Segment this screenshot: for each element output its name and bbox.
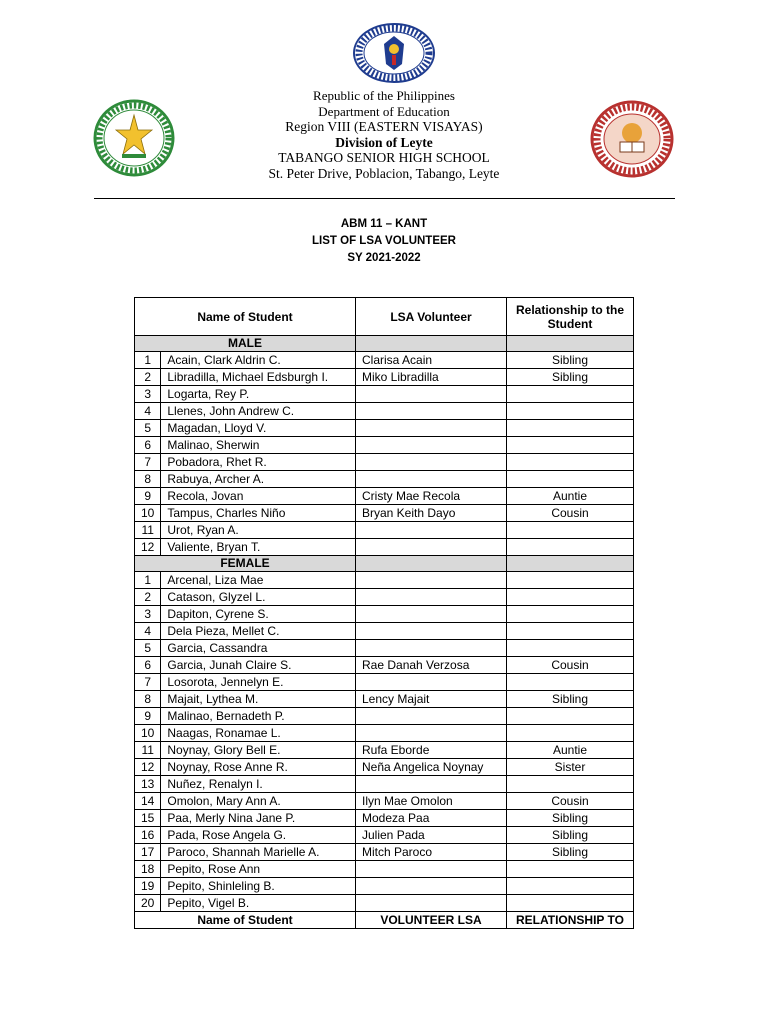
relationship bbox=[507, 623, 634, 640]
student-name: Dapiton, Cyrene S. bbox=[161, 606, 356, 623]
student-name: Paa, Merly Nina Jane P. bbox=[161, 810, 356, 827]
relationship: Sibling bbox=[507, 844, 634, 861]
student-name: Catason, Glyzel L. bbox=[161, 589, 356, 606]
row-number: 4 bbox=[135, 623, 161, 640]
table-row bbox=[135, 708, 634, 725]
volunteer-name bbox=[356, 623, 507, 640]
relationship: Sibling bbox=[507, 810, 634, 827]
volunteer-name bbox=[356, 674, 507, 691]
student-name: Pobadora, Rhet R. bbox=[161, 454, 356, 471]
volunteer-name bbox=[356, 776, 507, 793]
volunteer-name bbox=[356, 471, 507, 488]
row-number: 10 bbox=[135, 725, 161, 742]
relationship bbox=[507, 386, 634, 403]
table-row bbox=[135, 572, 634, 589]
header-divider bbox=[94, 198, 675, 199]
letterhead-region: Region VIII (EASTERN VISAYAS) bbox=[285, 119, 483, 134]
row-number: 3 bbox=[135, 606, 161, 623]
row-number: 1 bbox=[135, 572, 161, 589]
row-number: 13 bbox=[135, 776, 161, 793]
volunteer-name: Miko Libradilla bbox=[356, 369, 507, 386]
student-name: Urot, Ryan A. bbox=[161, 522, 356, 539]
volunteer-name: Lency Majait bbox=[356, 691, 507, 708]
header-relationship: Relationship to the Student bbox=[507, 298, 634, 336]
student-name: Dela Pieza, Mellet C. bbox=[161, 623, 356, 640]
student-name: Garcia, Junah Claire S. bbox=[161, 657, 356, 674]
table-row bbox=[135, 691, 634, 708]
letterhead-division: Division of Leyte bbox=[335, 134, 433, 150]
footer-name: Name of Student bbox=[135, 912, 356, 929]
row-number: 12 bbox=[135, 759, 161, 776]
row-number: 5 bbox=[135, 640, 161, 657]
title-school-year: SY 2021-2022 bbox=[347, 252, 421, 264]
student-name: Arcenal, Liza Mae bbox=[161, 572, 356, 589]
table-row bbox=[135, 759, 634, 776]
table-row bbox=[135, 589, 634, 606]
table-row bbox=[135, 386, 634, 403]
row-number: 9 bbox=[135, 708, 161, 725]
table-row bbox=[135, 454, 634, 471]
volunteer-name bbox=[356, 708, 507, 725]
relationship bbox=[507, 725, 634, 742]
table-row bbox=[135, 895, 634, 912]
row-number: 11 bbox=[135, 522, 161, 539]
letterhead-department: Department of Education bbox=[318, 103, 450, 119]
table-row bbox=[135, 403, 634, 420]
row-number: 16 bbox=[135, 827, 161, 844]
female-group-row bbox=[135, 556, 634, 572]
relationship bbox=[507, 454, 634, 471]
table-row bbox=[135, 488, 634, 505]
student-name: Logarta, Rey P. bbox=[161, 386, 356, 403]
volunteer-name: Clarisa Acain bbox=[356, 352, 507, 369]
table-row bbox=[135, 352, 634, 369]
letterhead bbox=[0, 88, 768, 181]
row-number: 6 bbox=[135, 437, 161, 454]
volunteer-name: Bryan Keith Dayo bbox=[356, 505, 507, 522]
letterhead-address: St. Peter Drive, Poblacion, Tabango, Leyte bbox=[268, 165, 500, 181]
row-number: 15 bbox=[135, 810, 161, 827]
relationship bbox=[507, 776, 634, 793]
student-name: Malinao, Bernadeth P. bbox=[161, 708, 356, 725]
volunteer-name bbox=[356, 572, 507, 589]
table-row bbox=[135, 539, 634, 556]
student-name: Acain, Clark Aldrin C. bbox=[161, 352, 356, 369]
student-name: Libradilla, Michael Edsburgh I. bbox=[161, 369, 356, 386]
row-number: 10 bbox=[135, 505, 161, 522]
deped-seal-icon bbox=[352, 22, 436, 84]
table-row bbox=[135, 878, 634, 895]
row-number: 20 bbox=[135, 895, 161, 912]
relationship: Sibling bbox=[507, 369, 634, 386]
footer-volunteer: VOLUNTEER LSA bbox=[356, 912, 507, 929]
volunteer-name bbox=[356, 640, 507, 657]
female-group-label: FEMALE bbox=[135, 556, 356, 572]
student-name: Tampus, Charles Niño bbox=[161, 505, 356, 522]
title-section: ABM 11 – KANT bbox=[340, 218, 428, 230]
volunteer-name bbox=[356, 386, 507, 403]
row-number: 7 bbox=[135, 674, 161, 691]
table-row bbox=[135, 471, 634, 488]
row-number: 6 bbox=[135, 657, 161, 674]
relationship: Sibling bbox=[507, 352, 634, 369]
table-row bbox=[135, 742, 634, 759]
volunteer-name bbox=[356, 725, 507, 742]
relationship bbox=[507, 708, 634, 725]
row-number: 7 bbox=[135, 454, 161, 471]
volunteer-name bbox=[356, 454, 507, 471]
male-group-label: MALE bbox=[135, 336, 356, 352]
group-blank-cell bbox=[507, 336, 634, 352]
student-name: Recola, Jovan bbox=[161, 488, 356, 505]
row-number: 1 bbox=[135, 352, 161, 369]
row-number: 17 bbox=[135, 844, 161, 861]
table-header-row bbox=[135, 298, 634, 336]
student-name: Nuñez, Renalyn I. bbox=[161, 776, 356, 793]
relationship bbox=[507, 674, 634, 691]
relationship: Cousin bbox=[507, 657, 634, 674]
relationship: Auntie bbox=[507, 742, 634, 759]
table-body bbox=[135, 336, 634, 929]
table-row bbox=[135, 505, 634, 522]
student-name: Losorota, Jennelyn E. bbox=[161, 674, 356, 691]
relationship bbox=[507, 895, 634, 912]
group-blank-cell bbox=[356, 336, 507, 352]
row-number: 9 bbox=[135, 488, 161, 505]
student-name: Rabuya, Archer A. bbox=[161, 471, 356, 488]
row-number: 2 bbox=[135, 589, 161, 606]
volunteer-name: Ilyn Mae Omolon bbox=[356, 793, 507, 810]
table-row bbox=[135, 861, 634, 878]
relationship bbox=[507, 589, 634, 606]
table-row bbox=[135, 369, 634, 386]
relationship: Sibling bbox=[507, 691, 634, 708]
volunteer-name bbox=[356, 895, 507, 912]
row-number: 3 bbox=[135, 386, 161, 403]
volunteer-name: Neña Angelica Noynay bbox=[356, 759, 507, 776]
male-group-row bbox=[135, 336, 634, 352]
table-row bbox=[135, 623, 634, 640]
student-name: Valiente, Bryan T. bbox=[161, 539, 356, 556]
table-row bbox=[135, 844, 634, 861]
relationship bbox=[507, 572, 634, 589]
row-number: 14 bbox=[135, 793, 161, 810]
volunteer-name: Mitch Paroco bbox=[356, 844, 507, 861]
table-row bbox=[135, 437, 634, 454]
table-row bbox=[135, 420, 634, 437]
relationship bbox=[507, 437, 634, 454]
relationship bbox=[507, 403, 634, 420]
volunteer-name bbox=[356, 437, 507, 454]
row-number: 4 bbox=[135, 403, 161, 420]
row-number: 19 bbox=[135, 878, 161, 895]
group-blank-cell bbox=[356, 556, 507, 572]
table-row bbox=[135, 674, 634, 691]
student-name: Pepito, Rose Ann bbox=[161, 861, 356, 878]
relationship bbox=[507, 606, 634, 623]
table-footer-row bbox=[135, 912, 634, 929]
row-number: 18 bbox=[135, 861, 161, 878]
table-row bbox=[135, 640, 634, 657]
relationship bbox=[507, 522, 634, 539]
table-row bbox=[135, 827, 634, 844]
student-name: Majait, Lythea M. bbox=[161, 691, 356, 708]
table-row bbox=[135, 657, 634, 674]
row-number: 12 bbox=[135, 539, 161, 556]
student-name: Omolon, Mary Ann A. bbox=[161, 793, 356, 810]
student-name: Paroco, Shannah Marielle A. bbox=[161, 844, 356, 861]
document-title bbox=[0, 216, 768, 267]
volunteer-name: Cristy Mae Recola bbox=[356, 488, 507, 505]
relationship bbox=[507, 861, 634, 878]
table-row bbox=[135, 810, 634, 827]
header-name: Name of Student bbox=[135, 298, 356, 336]
relationship: Cousin bbox=[507, 505, 634, 522]
student-name: Pepito, Vigel B. bbox=[161, 895, 356, 912]
group-blank-cell bbox=[507, 556, 634, 572]
student-name: Malinao, Sherwin bbox=[161, 437, 356, 454]
footer-relationship: RELATIONSHIP TO bbox=[507, 912, 634, 929]
letterhead-school: TABANGO SENIOR HIGH SCHOOL bbox=[278, 150, 490, 165]
table-row bbox=[135, 522, 634, 539]
student-name: Pada, Rose Angela G. bbox=[161, 827, 356, 844]
header-volunteer: LSA Volunteer bbox=[356, 298, 507, 336]
row-number: 8 bbox=[135, 691, 161, 708]
student-name: Noynay, Rose Anne R. bbox=[161, 759, 356, 776]
volunteer-name bbox=[356, 606, 507, 623]
table-row bbox=[135, 606, 634, 623]
volunteer-name bbox=[356, 403, 507, 420]
table-row bbox=[135, 776, 634, 793]
volunteer-name: Rufa Eborde bbox=[356, 742, 507, 759]
table-row bbox=[135, 725, 634, 742]
student-name: Llenes, John Andrew C. bbox=[161, 403, 356, 420]
relationship bbox=[507, 878, 634, 895]
row-number: 2 bbox=[135, 369, 161, 386]
student-name: Noynay, Glory Bell E. bbox=[161, 742, 356, 759]
student-name: Naagas, Ronamae L. bbox=[161, 725, 356, 742]
relationship: Sister bbox=[507, 759, 634, 776]
student-name: Pepito, Shinleling B. bbox=[161, 878, 356, 895]
relationship bbox=[507, 640, 634, 657]
row-number: 5 bbox=[135, 420, 161, 437]
volunteer-name: Julien Pada bbox=[356, 827, 507, 844]
row-number: 8 bbox=[135, 471, 161, 488]
relationship: Auntie bbox=[507, 488, 634, 505]
table-row bbox=[135, 793, 634, 810]
title-list: LIST OF LSA VOLUNTEER bbox=[312, 235, 456, 247]
row-number: 11 bbox=[135, 742, 161, 759]
relationship: Cousin bbox=[507, 793, 634, 810]
volunteer-name bbox=[356, 522, 507, 539]
relationship bbox=[507, 471, 634, 488]
relationship bbox=[507, 420, 634, 437]
volunteer-name bbox=[356, 861, 507, 878]
volunteer-name bbox=[356, 539, 507, 556]
student-name: Garcia, Cassandra bbox=[161, 640, 356, 657]
volunteer-name: Rae Danah Verzosa bbox=[356, 657, 507, 674]
volunteer-name bbox=[356, 878, 507, 895]
volunteer-name bbox=[356, 420, 507, 437]
volunteer-name bbox=[356, 589, 507, 606]
letterhead-country: Republic of the Philippines bbox=[313, 88, 455, 103]
relationship bbox=[507, 539, 634, 556]
volunteer-name: Modeza Paa bbox=[356, 810, 507, 827]
volunteer-table bbox=[134, 297, 634, 929]
relationship: Sibling bbox=[507, 827, 634, 844]
student-name: Magadan, Lloyd V. bbox=[161, 420, 356, 437]
